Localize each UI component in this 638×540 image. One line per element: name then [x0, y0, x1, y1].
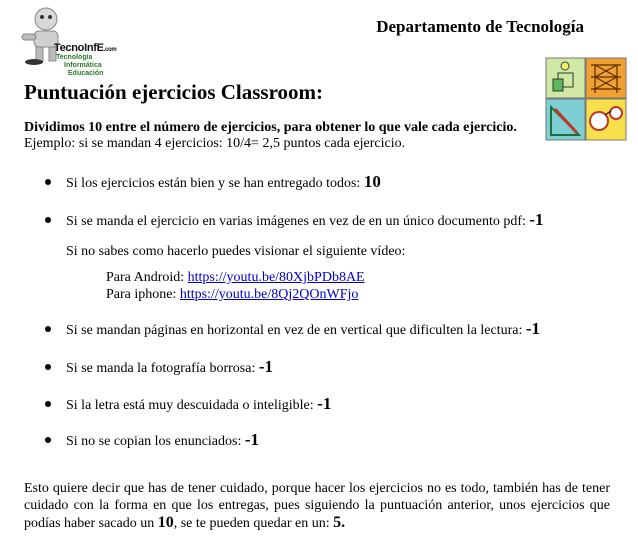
- electric-circuit-icon: [546, 58, 585, 98]
- intro-rule: Dividimos 10 entre el número de ejercicios, para obtener lo que vale cada ejercicio.: [24, 120, 517, 135]
- bullet-marker: [45, 364, 51, 370]
- points-value: -1: [525, 319, 541, 338]
- bullet-marker: [45, 326, 51, 332]
- android-video-link[interactable]: https://youtu.be/80XjbPDb8AE: [187, 270, 365, 285]
- iphone-video-line: Para iphone: https://youtu.be/8Qj2QOnWFjo: [106, 287, 359, 302]
- min-score: 5.: [333, 514, 346, 531]
- technology-tiles-icon: [545, 57, 627, 141]
- bullet-item: Si los ejercicios están bien y se han entregado todos: 10: [66, 172, 381, 191]
- points-value: -1: [244, 430, 260, 449]
- drawing-tools-icon: [546, 99, 585, 140]
- android-video-line: Para Android: https://youtu.be/80XjbPDb8AE: [106, 270, 365, 285]
- closing-paragraph: Esto quiere decir que has de tener cuidado, porque hacer los ejercicios no es todo, también has de tener cuidado con la forma en que los entregas, pues siguiendo la puntuación anterior, unos ejercicios que podías haber sacado un 10, se te pueden quedar en un: 5.: [24, 481, 610, 531]
- iphone-video-link[interactable]: https://youtu.be/8Qj2QOnWFjo: [179, 287, 359, 302]
- logo-wordmark: TecnoInfE.com Tecnología Informática Educación: [54, 42, 117, 77]
- department-heading: Departamento de Tecnología: [376, 17, 584, 36]
- intro-example: Ejemplo: si se mandan 4 ejercicios: 10/4= 2,5 puntos cada ejercicio.: [24, 136, 406, 151]
- bullet-marker: [45, 437, 51, 443]
- bullet-marker: [45, 179, 51, 185]
- points-value: -1: [317, 394, 332, 413]
- points-value: 10: [363, 172, 381, 191]
- video-help-text: Si no sabes como hacerlo puedes visionar el siguiente vídeo:: [66, 244, 406, 259]
- bullet-item: Si la letra está muy descuidada o inteligible: -1: [66, 394, 332, 413]
- bullet-item: Si se mandan páginas en horizontal en vez de en vertical que dificulten la lectura: -1: [66, 319, 541, 338]
- bullet-marker: [45, 217, 51, 223]
- structure-tower-icon: [586, 58, 626, 98]
- bullet-item: Si no se copian los enunciados: -1: [66, 430, 260, 449]
- bullet-marker: [45, 401, 51, 407]
- points-value: -1: [258, 357, 273, 376]
- bullet-item: Si se manda el ejercicio en varias imágenes en vez de en un único documento pdf: -1: [66, 210, 544, 229]
- page-title: Puntuación ejercicios Classroom:: [24, 80, 324, 104]
- intro-paragraph: [24, 120, 534, 152]
- mechanism-gears-icon: [586, 99, 626, 140]
- bullet-item: Si se manda la fotografía borrosa: -1: [66, 357, 273, 376]
- max-score: 10: [157, 514, 174, 531]
- points-value: -1: [529, 210, 544, 229]
